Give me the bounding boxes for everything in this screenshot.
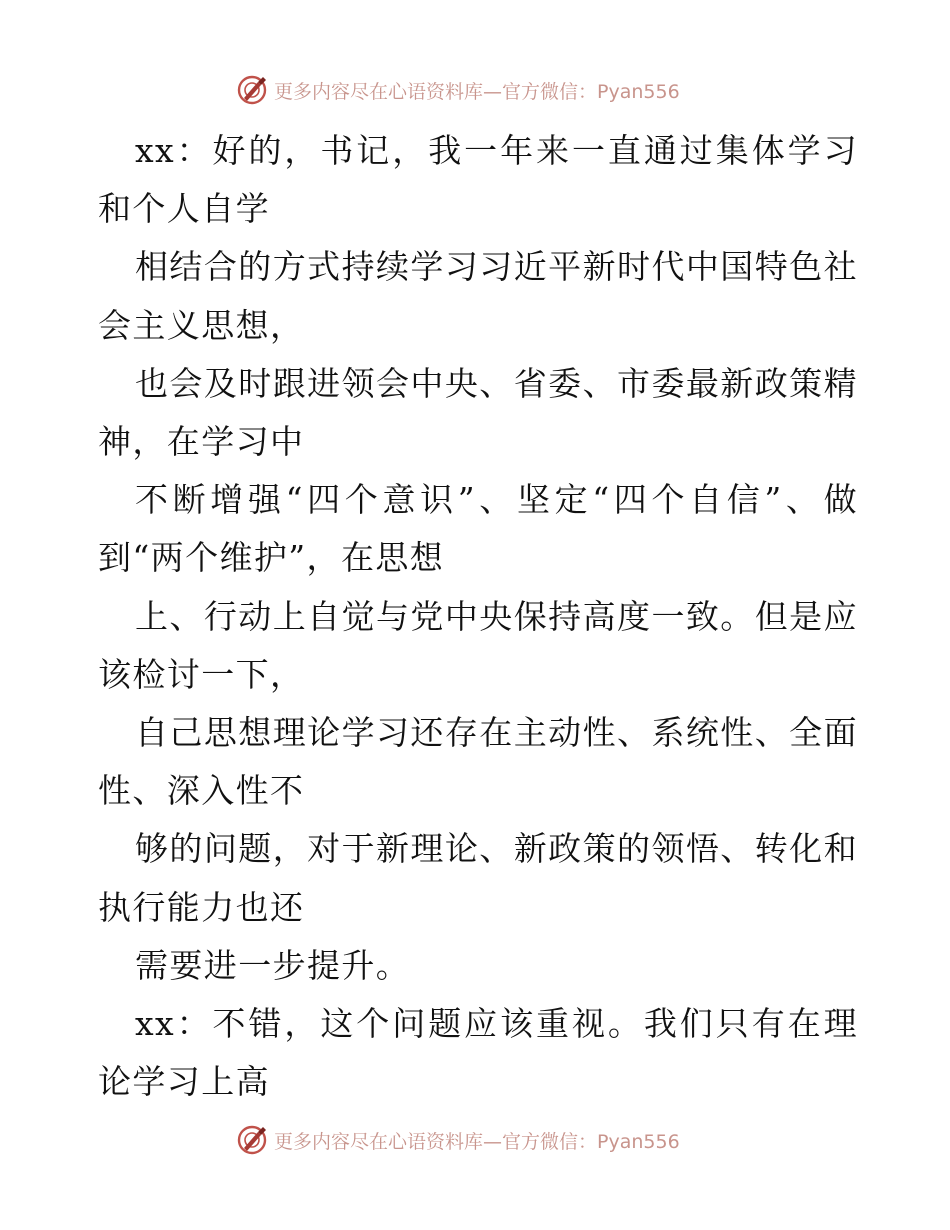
paragraph: 需要进一步提升。: [135, 945, 411, 985]
watermark-text: 更多内容尽在心语资料库—官方微信：Pyan556: [274, 1130, 680, 1153]
paragraph: xx：好的，书记，我一年来一直通过集体学习和个人自学: [98, 131, 858, 229]
watermark-text: 更多内容尽在心语资料库—官方微信：Pyan556: [274, 80, 680, 103]
paragraph: 自己思想理论学习还存在主动性、系统性、全面性、深入性不: [98, 713, 858, 811]
footer-watermark: [236, 1123, 716, 1157]
paragraph: 够的问题，对于新理论、新政策的领悟、转化和执行能力也还: [98, 829, 858, 927]
paragraph: xx：不错，这个问题应该重视。我们只有在理论学习上高: [98, 1004, 858, 1102]
paragraph: 不断增强“四个意识”、坚定“四个自信”、做到“两个维护”，在思想: [98, 480, 858, 578]
paragraph: 上、行动上自觉与党中央保持高度一致。但是应该检讨一下，: [98, 596, 858, 694]
pen-logo-icon: [236, 74, 268, 106]
paragraph: 也会及时跟进领会中央、省委、市委最新政策精神，在学习中: [98, 363, 858, 462]
pen-logo-icon: [236, 1124, 268, 1156]
header-watermark: [236, 73, 716, 107]
document-body: [98, 122, 858, 1111]
paragraph: 相结合的方式持续学习习近平新时代中国特色社会主义思想，: [98, 247, 858, 345]
